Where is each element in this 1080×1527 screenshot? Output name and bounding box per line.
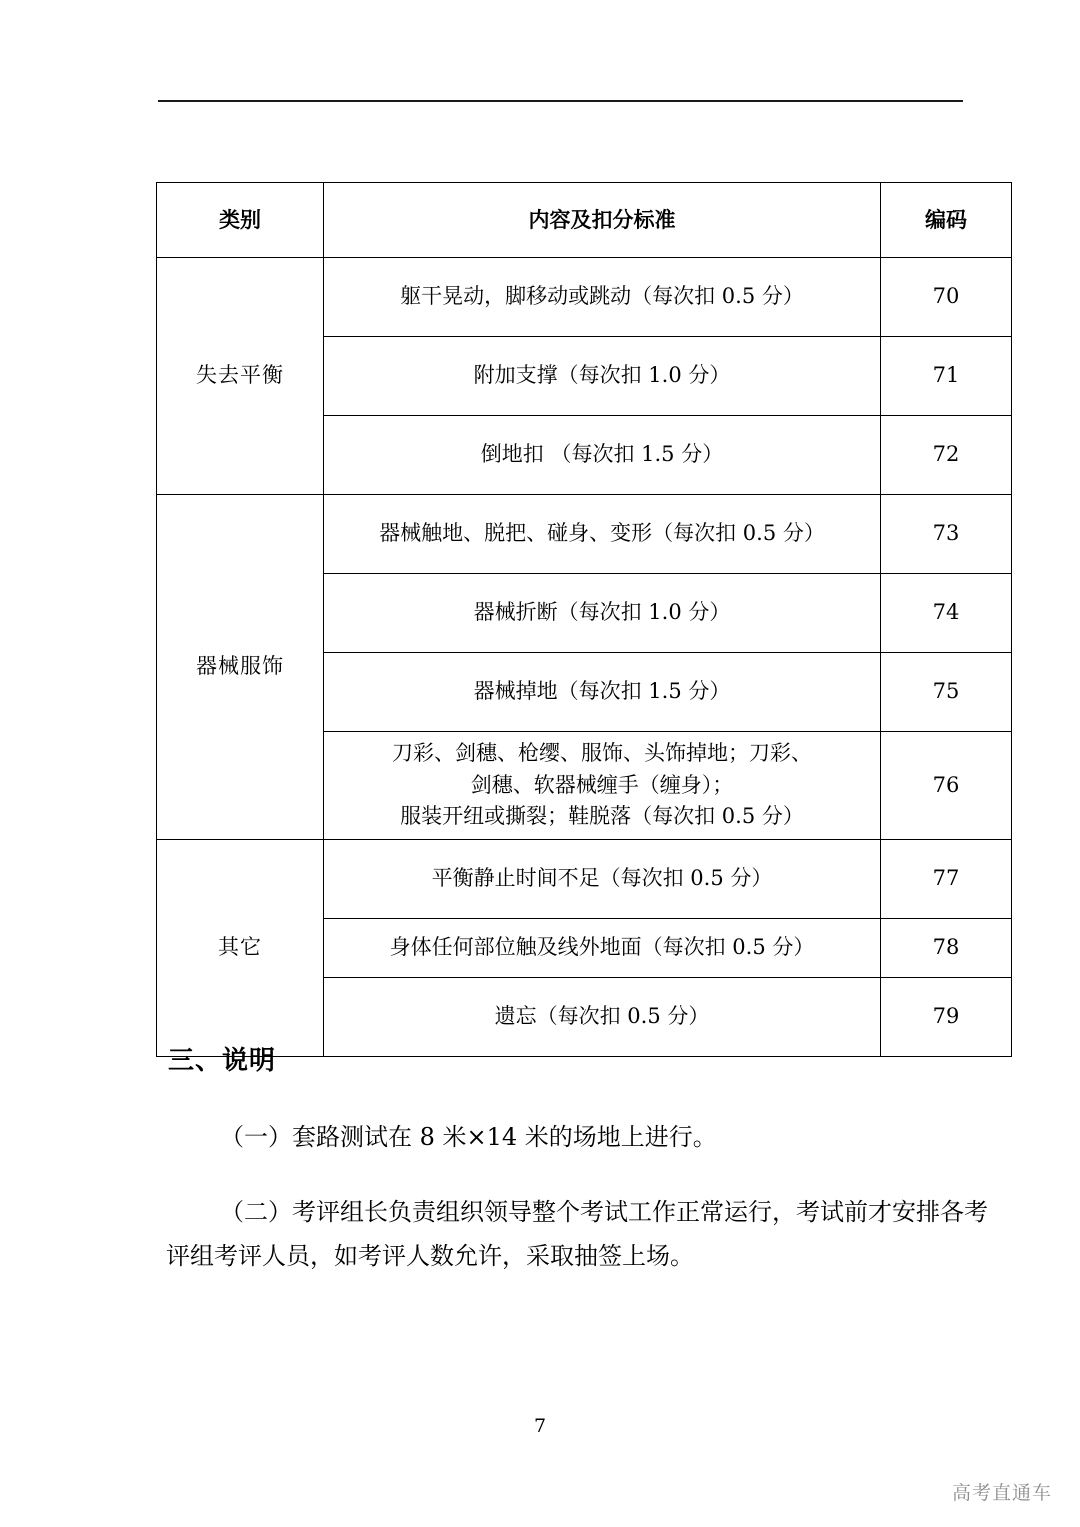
code-cell: 72 [881,416,1012,495]
table-row [157,495,1012,574]
content-cell: 器械折断（每次扣 1.0 分） [324,574,881,653]
table-row [157,258,1012,337]
header-content: 内容及扣分标准 [324,183,881,258]
content-line: 剑穗、软器械缠手（缠身）； [470,772,734,797]
content-cell: 器械触地、脱把、碰身、变形（每次扣 0.5 分） [324,495,881,574]
code-cell: 76 [881,732,1012,840]
content-line: 服装开纽或撕裂；鞋脱落（每次扣 0.5 分） [400,804,804,828]
category-cell: 器械服饰 [157,495,324,840]
content-cell: 倒地扣 （每次扣 1.5 分） [324,416,881,495]
content-cell: 躯干晃动，脚移动或跳动（每次扣 0.5 分） [324,258,881,337]
deduction-table-container [156,182,984,1057]
paragraph-two [166,1190,994,1279]
content-cell: 身体任何部位触及线外地面（每次扣 0.5 分） [324,918,881,977]
paragraph-text: （二）考评组长负责组织领导整个考试工作正常运行，考试前才安排各考评组考评人员，如考评人数允许，采取抽签上场。 [166,1198,988,1271]
header-divider [158,100,963,102]
code-cell: 78 [881,918,1012,977]
page-number: 7 [533,1415,547,1437]
code-cell: 75 [881,653,1012,732]
code-cell: 70 [881,258,1012,337]
paragraph-one [166,1115,986,1159]
section-heading: 三、说明 [168,1046,277,1076]
code-cell: 73 [881,495,1012,574]
category-cell: 其它 [157,839,324,1056]
header-category: 类别 [157,183,324,258]
table-row [157,839,1012,918]
code-cell: 71 [881,337,1012,416]
content-cell-multiline [324,732,881,840]
content-cell: 平衡静止时间不足（每次扣 0.5 分） [324,839,881,918]
table-header-row [157,183,1012,258]
code-cell: 74 [881,574,1012,653]
category-cell: 失去平衡 [157,258,324,495]
content-cell: 附加支撑（每次扣 1.0 分） [324,337,881,416]
content-line: 刀彩、剑穗、枪缨、服饰、头饰掉地；刀彩、 [392,741,812,765]
content-cell: 器械掉地（每次扣 1.5 分） [324,653,881,732]
paragraph-text: （一）套路测试在 8 米×14 米的场地上进行。 [220,1123,717,1151]
content-cell: 遗忘（每次扣 0.5 分） [324,977,881,1056]
code-cell: 79 [881,977,1012,1056]
code-cell: 77 [881,839,1012,918]
header-code: 编码 [881,183,1012,258]
watermark: 高考直通车 [951,1482,1052,1504]
deduction-table [156,182,1012,1057]
